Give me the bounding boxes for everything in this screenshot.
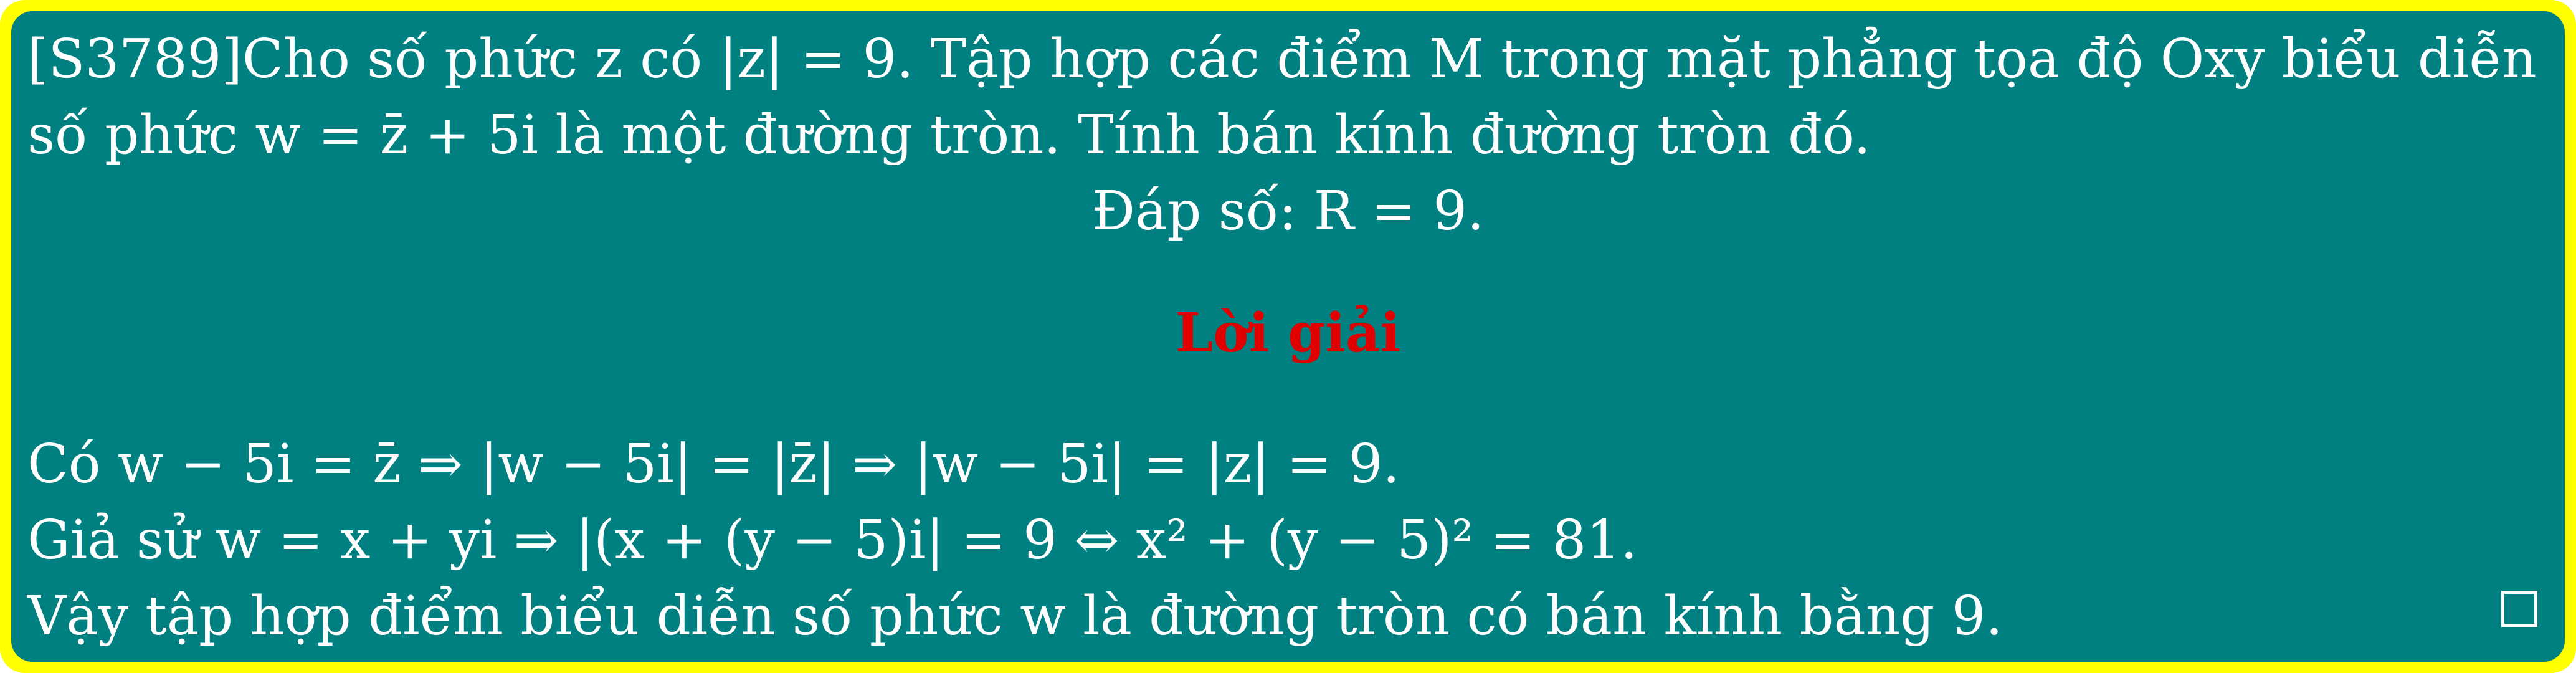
problem-line-2: số phức w = z̄ + 5i là một đường tròn. Tính bán kính đường tròn đó. <box>27 104 1871 166</box>
solution-line-1: Có w − 5i = z̄ ⇒ |w − 5i| = |z̄| ⇒ |w − 5i| = |z| = 9. <box>27 433 1400 495</box>
qed-square-icon <box>2501 591 2537 627</box>
problem-line-1: [S3789]Cho số phức z có |z| = 9. Tập hợp các điểm M trong mặt phẳng tọa độ Oxy biểu diễn <box>27 28 2537 90</box>
solution-line-2: Giả sử w = x + yi ⇒ |(x + (y − 5)i| = 9 ⇔ x² + (y − 5)² = 81. <box>27 509 1638 571</box>
content-panel <box>11 11 2565 662</box>
solution-line-3: Vậy tập hợp điểm biểu diễn số phức w là đường tròn có bán kính bằng 9. <box>27 585 2003 647</box>
solution-title: Lời giải <box>1175 302 1401 365</box>
answer-line: Đáp số: R = 9. <box>1091 180 1485 242</box>
